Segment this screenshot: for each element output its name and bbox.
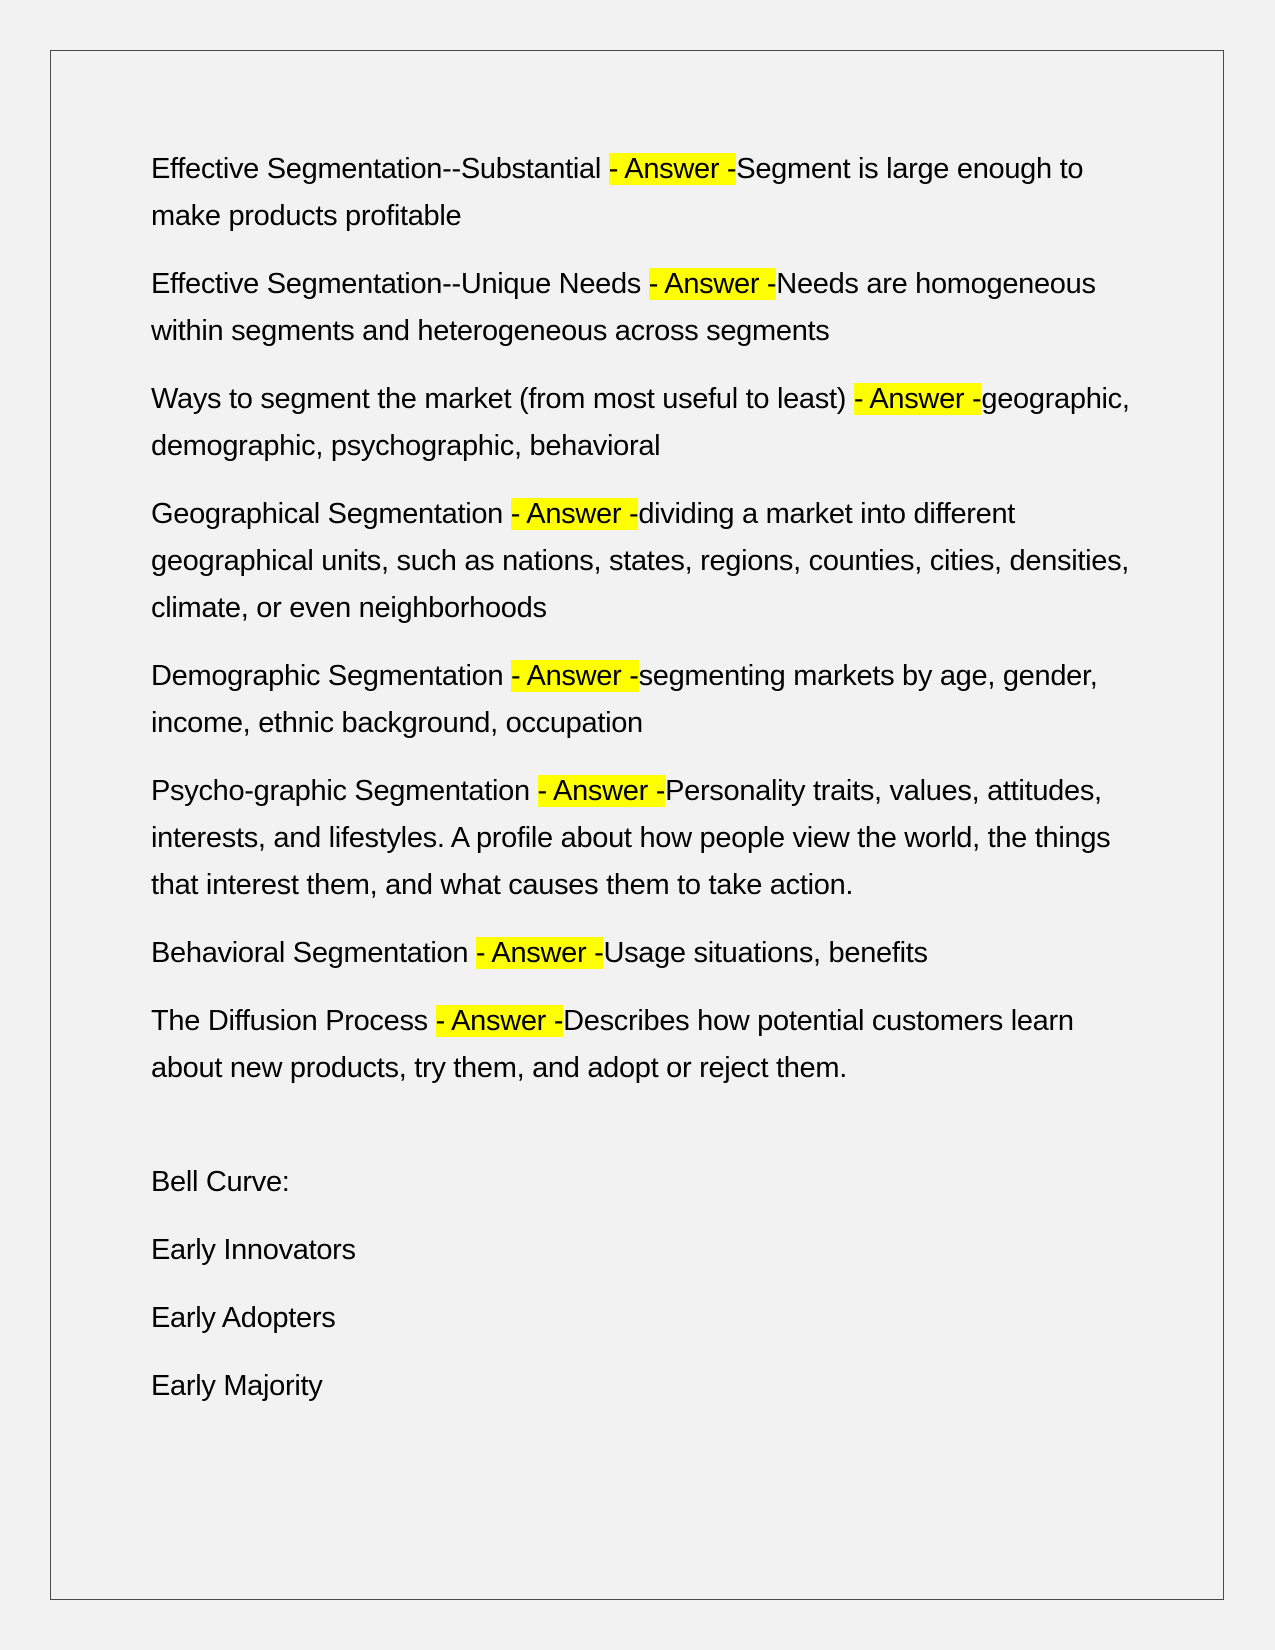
answer-marker: - Answer - (511, 660, 639, 692)
qa-item (151, 653, 1131, 747)
qa-term: Effective Segmentation--Unique Needs (151, 268, 649, 300)
qa-term: The Diffusion Process (151, 1005, 436, 1037)
qa-term: Effective Segmentation--Substantial (151, 153, 609, 185)
qa-term: Ways to segment the market (from most useful to least) (151, 383, 854, 415)
answer-marker: - Answer - (435, 1005, 564, 1037)
qa-answer: Describes how potential customers learn about new products, try them, and adopt or reject them. (151, 1005, 1074, 1084)
notes-line: Early Majority (151, 1370, 323, 1402)
document-body (151, 146, 1131, 1431)
qa-answer: Personality traits, values, attitudes, interests, and lifestyles. A profile about how people view the world, the things that interest them, and what causes them to take action. (151, 775, 1111, 901)
qa-answer: Usage situations, benefits (603, 937, 928, 969)
answer-marker: - Answer - (853, 383, 982, 415)
qa-term: Behavioral Segmentation (151, 937, 476, 969)
qa-answer: segmenting markets by age, gender, income, ethnic background, occupation (151, 660, 1098, 739)
answer-marker: - Answer - (537, 775, 666, 807)
answer-marker: - Answer - (475, 937, 604, 969)
answer-marker: - Answer - (608, 153, 737, 185)
notes-line: Early Adopters (151, 1302, 336, 1334)
qa-term: Geographical Segmentation (151, 498, 511, 530)
answer-marker: - Answer - (510, 498, 639, 530)
notes-heading: Bell Curve: (151, 1166, 290, 1198)
qa-item (151, 491, 1131, 632)
qa-term: Psycho-graphic Segmentation (151, 775, 538, 807)
qa-item (151, 146, 1131, 240)
qa-item (151, 998, 1131, 1092)
qa-answer: dividing a market into different geographical units, such as nations, states, regions, counties, cities, densities, climate, or even neighborhoods (151, 498, 1130, 624)
answer-marker: - Answer - (648, 268, 777, 300)
qa-item (151, 768, 1131, 909)
notes-line: Early Innovators (151, 1234, 356, 1266)
qa-answer: geographic, demographic, psychographic, behavioral (151, 383, 1130, 462)
qa-item (151, 930, 1131, 977)
qa-term: Demographic Segmentation (151, 660, 512, 692)
qa-answer: Segment is large enough to make products profitable (151, 153, 1084, 232)
blank-line (151, 1113, 1131, 1159)
qa-item (151, 376, 1131, 470)
qa-item (151, 261, 1131, 355)
qa-answer: Needs are homogeneous within segments and heterogeneous across segments (151, 268, 1096, 347)
